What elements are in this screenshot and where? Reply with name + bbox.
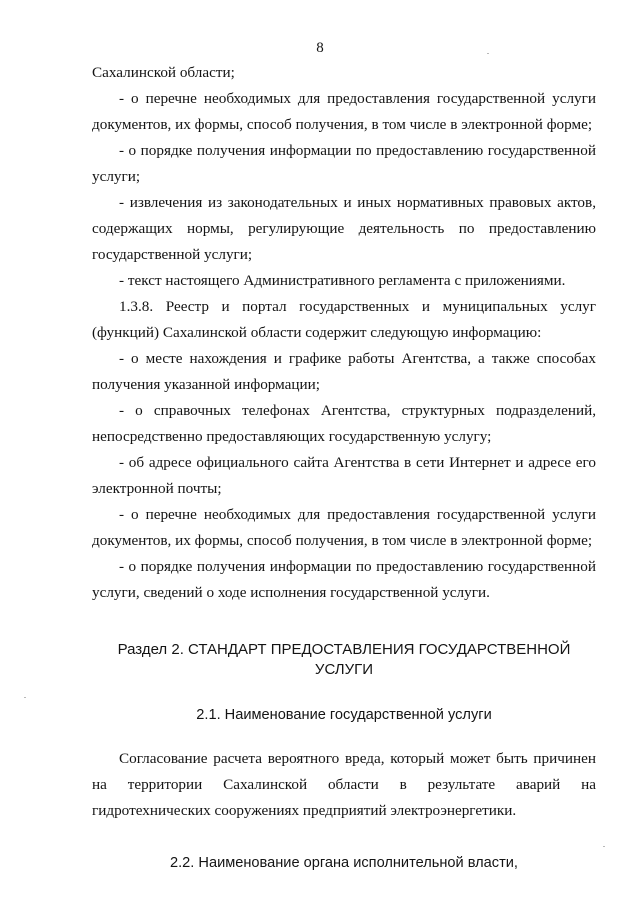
section-2-heading: [92, 640, 596, 680]
scan-speck: [603, 846, 605, 847]
section-2-title-line-2: УСЛУГИ: [314, 661, 374, 678]
subsection-2-1-text: Согласование расчета вероятного вреда, который может быть причинен на территории Сахалинской области в результате аварий на гидротехнических сооружениях предприятий электроэнергетики.: [92, 750, 596, 819]
subsection-2-2-heading: 2.2. Наименование органа исполнительной власти,: [170, 855, 518, 871]
subsection-2-1-heading: 2.1. Наименование государственной услуги: [196, 707, 492, 723]
list-item: - о месте нахождения и графике работы Агентства, а также способах получения указанной информации;: [92, 350, 596, 393]
list-item: - текст настоящего Административного регламента с приложениями.: [119, 272, 566, 289]
list-item: - извлечения из законодательных и иных нормативных правовых актов, содержащих нормы, регулирующие деятельность по предоставлению государственной услуги;: [92, 194, 596, 263]
list-item: - о порядке получения информации по предоставлению государственной услуги, сведений о ходе исполнения государственной услуги.: [92, 558, 596, 601]
scan-speck: [24, 697, 26, 698]
page-number: 8: [316, 40, 324, 56]
clause-1-3-8: 1.3.8. Реестр и портал государственных и муниципальных услуг (функций) Сахалинской области содержит следующую информацию:: [92, 298, 596, 341]
paragraph-continuation: Сахалинской области;: [92, 64, 235, 81]
list-item: - об адресе официального сайта Агентства в сети Интернет и адресе его электронной почты;: [92, 454, 596, 497]
page-content: [92, 60, 596, 876]
scan-speck: [487, 53, 489, 54]
list-item: - о справочных телефонах Агентства, структурных подразделений, непосредственно предоставляющих государственную услугу;: [92, 402, 596, 445]
section-2-title-line-1: Раздел 2. СТАНДАРТ ПРЕДОСТАВЛЕНИЯ ГОСУДАРСТВЕННОЙ: [117, 641, 571, 658]
list-item: - о порядке получения информации по предоставлению государственной услуги;: [92, 142, 596, 185]
list-item: - о перечне необходимых для предоставления государственной услуги документов, их формы, способ получения, в том числе в электронной форме;: [92, 90, 596, 133]
list-item: - о перечне необходимых для предоставления государственной услуги документов, их формы, способ получения, в том числе в электронной форме;: [92, 506, 596, 549]
